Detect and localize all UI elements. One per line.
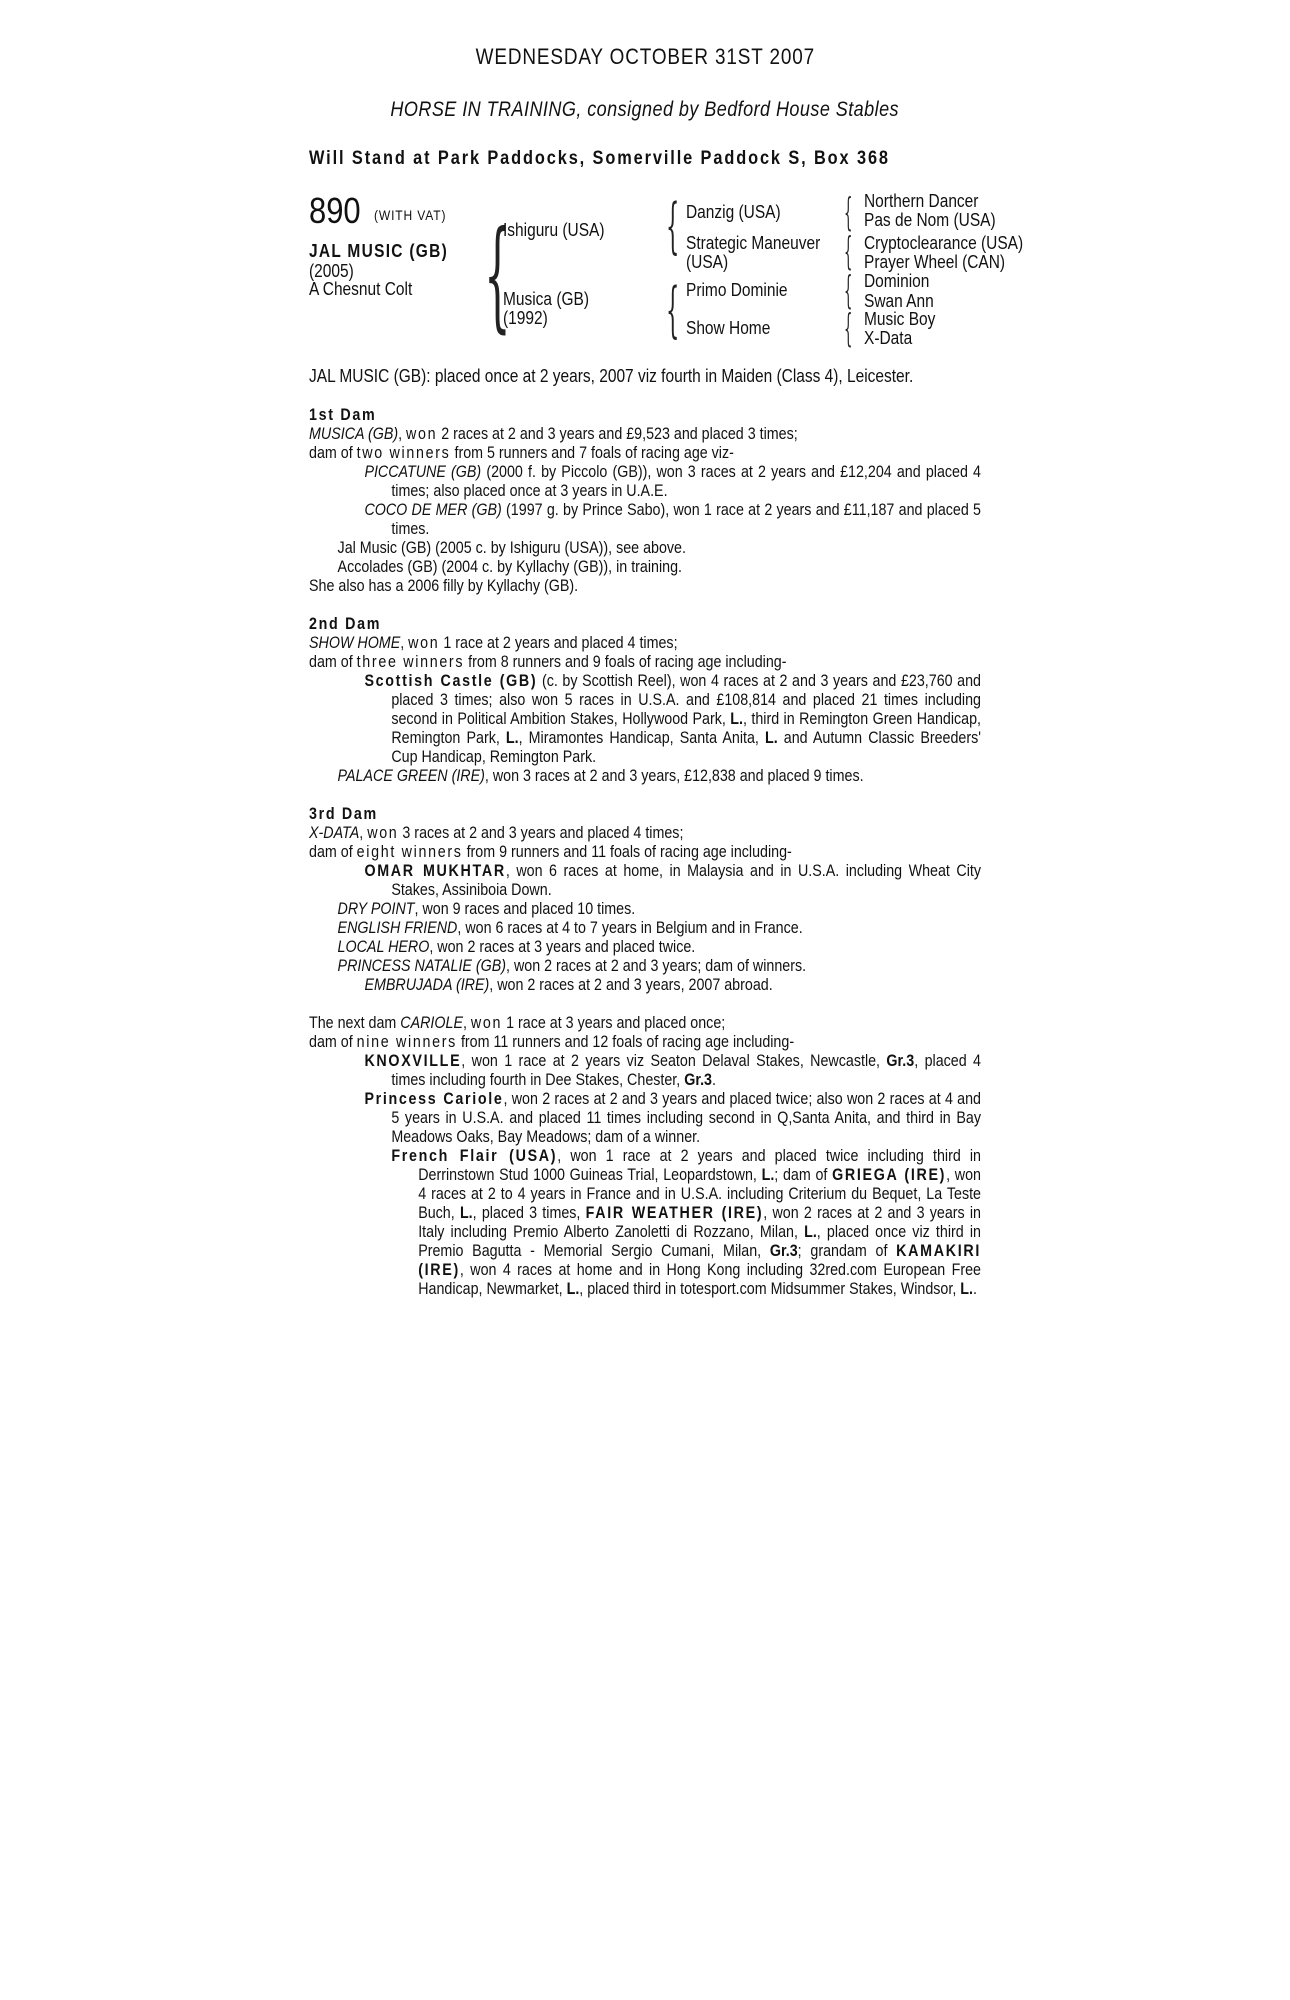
pedigree-brace: { <box>844 306 853 350</box>
consignment-line: HORSE IN TRAINING, consigned by Bedford House Stables <box>390 98 900 121</box>
ancestor-3: Cryptoclearance (USA) <box>864 233 1024 253</box>
section-heading: 1st Dam <box>309 405 377 424</box>
stand-location: Will Stand at Park Paddocks, Somerville Paddock S, Box 368 <box>309 148 890 169</box>
pedigree-brace: { <box>484 206 511 345</box>
produce-entry: KNOXVILLE, won 1 race at 2 years viz Seaton Delaval Stakes, Newcastle, Gr.3, placed 4 times including fourth in Dee Stakes, Chester, Gr.3. <box>364 1051 981 1089</box>
third-dam-section <box>309 804 981 994</box>
ancestor-8: X-Data <box>864 328 913 348</box>
pedigree-brace: { <box>844 229 853 273</box>
lot-vat: (WITH VAT) <box>374 207 447 223</box>
pedigree-notes <box>309 405 981 1298</box>
produce-entry: PRINCESS NATALIE (GB), won 2 races at 2 and 3 years; dam of winners. <box>337 956 807 975</box>
produce-entry: Scottish Castle (GB) (c. by Scottish Reel), won 4 races at 2 and 3 years and £23,760 and placed 3 times; also won 5 races in U.S.A. and £108,814 and placed 21 times including second in Political Ambition Stakes, Hollywood Park, L., third in Remington Green Handicap, Remington Park, L., Miramontes Handicap, Santa Anita, L. and Autumn Classic Breeders' Cup Handicap, Remington Park. <box>364 671 981 766</box>
next-dam-section <box>309 1013 981 1298</box>
dam-name: Musica (GB) <box>503 289 590 309</box>
produce-entry: Princess Cariole, won 2 races at 2 and 3 years and placed twice; also won 2 races at 4 and 5 years in U.S.A. and placed 11 times including second in Q,Santa Anita, and third in Bay Meadows Oaks, Bay Meadows; dam of a winner. <box>364 1089 981 1146</box>
ancestor-7: Music Boy <box>864 309 936 329</box>
ancestor-1: Northern Dancer <box>864 191 979 211</box>
produce-entry: OMAR MUKHTAR, won 6 races at home, in Malaysia and in U.S.A. including Wheat City Stakes, Assiniboia Down. <box>364 861 981 899</box>
dam-year: (1992) <box>503 308 548 328</box>
sire-name: Ishiguru (USA) <box>503 220 605 240</box>
produce-note: She also has a 2006 filly by Kyllachy (GB). <box>309 576 579 595</box>
section-heading: 2nd Dam <box>309 614 382 633</box>
produce-entry: DRY POINT, won 9 races and placed 10 times. <box>337 899 636 918</box>
pedigree-brace: { <box>844 268 853 312</box>
lot-number: 890 <box>309 190 361 231</box>
produce-entry: Jal Music (GB) (2005 c. by Ishiguru (USA)), see above. <box>337 538 686 557</box>
produce-entry: PALACE GREEN (IRE), won 3 races at 2 and 3 years, £12,838 and placed 9 times. <box>337 766 864 785</box>
produce-entry: COCO DE MER (GB) (1997 g. by Prince Sabo), won 1 race at 2 years and £11,187 and placed 5 times. <box>364 500 981 538</box>
ancestor-4: Prayer Wheel (CAN) <box>864 252 1006 272</box>
dam-record: MUSICA (GB), won 2 races at 2 and 3 years and £9,523 and placed 3 times; <box>309 424 798 443</box>
pedigree-brace: { <box>844 190 853 234</box>
horse-name: JAL MUSIC (GB) <box>309 241 449 261</box>
sale-date: WEDNESDAY OCTOBER 31ST 2007 <box>475 44 815 69</box>
produce-entry: Accolades (GB) (2004 c. by Kyllachy (GB)), in training. <box>337 557 682 576</box>
produce-entry: ENGLISH FRIEND, won 6 races at 4 to 7 years in Belgium and in France. <box>337 918 803 937</box>
ancestor-6: Swan Ann <box>864 291 934 311</box>
produce-entry: French Flair (USA), won 1 race at 2 years and placed twice including third in Derrinstown Stud 1000 Guineas Trial, Leopardstown, L.; dam of GRIEGA (IRE), won 4 races at 2 to 4 years in France and in U.S.A. including Criterium du Bequet, La Teste Buch, L., placed 3 times, FAIR WEATHER (IRE), won 2 races at 2 and 3 years in Italy including Premio Alberto Zanoletti di Rozzano, Milan, L., placed once viz third in Premio Bagutta - Memorial Sergio Cumani, Milan, Gr.3; grandam of KAMAKIRI (IRE), won 4 races at home and in Hong Kong including 32red.com European Free Handicap, Newmarket, L., placed third in totesport.com Midsummer Stakes, Windsor, L.. <box>391 1146 981 1298</box>
dam-sire: Primo Dominie <box>686 280 788 300</box>
produce-entry: PICCATUNE (GB) (2000 f. by Piccolo (GB)), won 3 races at 2 years and £12,204 and placed 4 times; also placed once at 3 years in U.A.E. <box>364 462 981 500</box>
ancestor-5: Dominion <box>864 271 930 291</box>
section-heading: 3rd Dam <box>309 804 378 823</box>
first-dam-section <box>309 405 981 595</box>
dam-record: The next dam CARIOLE, won 1 race at 3 years and placed once; <box>309 1013 726 1032</box>
dam-record: X-DATA, won 3 races at 2 and 3 years and placed 4 times; <box>309 823 684 842</box>
pedigree-brace: { <box>666 275 680 345</box>
produce-entry: EMBRUJADA (IRE), won 2 races at 2 and 3 years, 2007 abroad. <box>364 975 773 994</box>
sire-sire: Danzig (USA) <box>686 202 781 222</box>
dam-dam: Show Home <box>686 318 771 338</box>
dam-produce: dam of nine winners from 11 runners and 12 foals of racing age including- <box>309 1032 795 1051</box>
sire-dam-origin: (USA) <box>686 252 729 272</box>
sire-dam: Strategic Maneuver <box>686 233 821 253</box>
horse-year: (2005) <box>309 261 354 281</box>
dam-produce: dam of three winners from 8 runners and 9 foals of racing age including- <box>309 652 787 671</box>
dam-record: SHOW HOME, won 1 race at 2 years and placed 4 times; <box>309 633 678 652</box>
dam-produce: dam of two winners from 5 runners and 7 foals of racing age viz- <box>309 443 734 462</box>
second-dam-section <box>309 614 981 785</box>
racing-summary: JAL MUSIC (GB): placed once at 2 years, 2007 viz fourth in Maiden (Class 4), Leicester. <box>309 366 914 386</box>
produce-entry: LOCAL HERO, won 2 races at 3 years and placed twice. <box>337 937 696 956</box>
dam-produce: dam of eight winners from 9 runners and 11 foals of racing age including- <box>309 842 792 861</box>
pedigree-brace: { <box>666 191 680 261</box>
horse-description: A Chesnut Colt <box>309 279 413 299</box>
ancestor-2: Pas de Nom (USA) <box>864 210 996 230</box>
